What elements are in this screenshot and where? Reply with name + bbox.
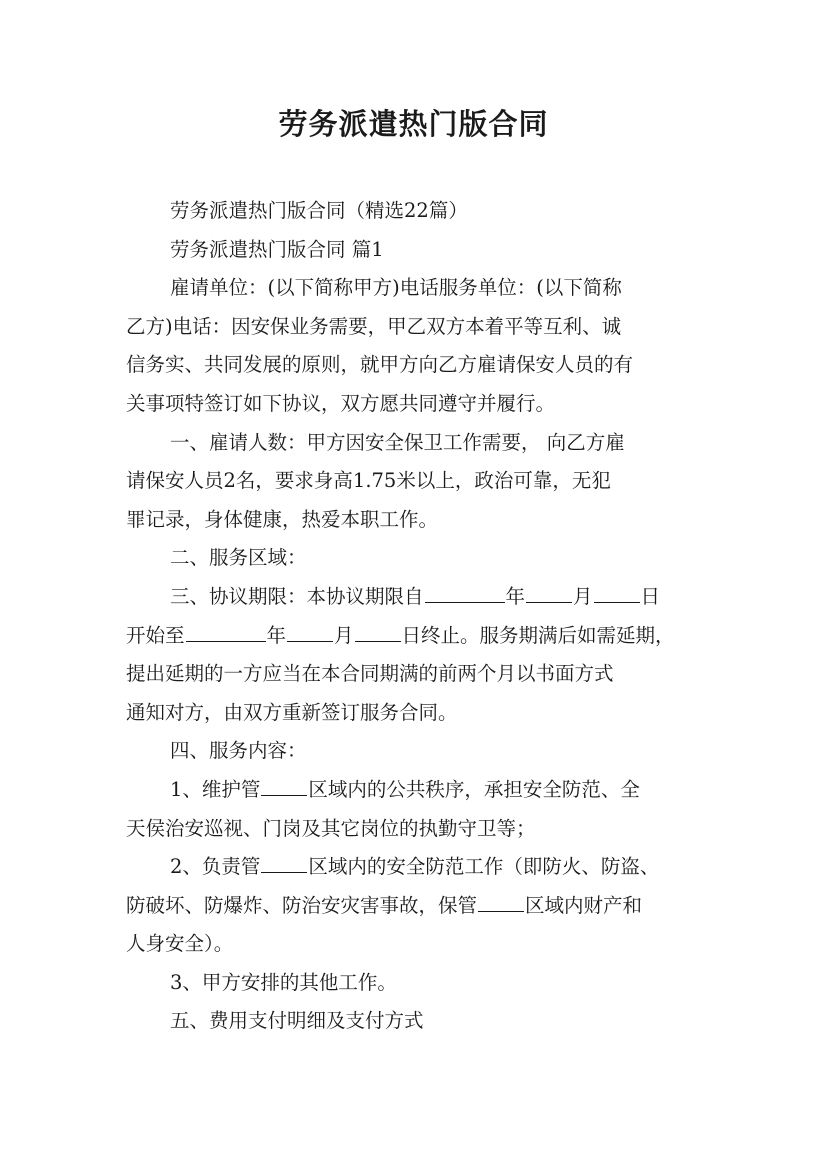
section-heading: 劳务派遣热门版合同 篇1 — [170, 237, 384, 261]
paragraph-line — [126, 887, 716, 926]
fill-blank — [261, 773, 307, 796]
paragraph-line: 通知对方，由双方重新签订服务合同。 — [126, 700, 458, 724]
fill-blank — [425, 580, 505, 603]
text-segment: 2、负责管 — [170, 855, 261, 879]
fill-blank — [261, 850, 307, 873]
fill-blank — [478, 889, 524, 912]
text-segment: 三、协议期限：本协议期限自 — [170, 584, 424, 608]
text-segment: 区域内的安全防范工作（即防火、防盗、 — [308, 855, 660, 879]
paragraph-line: 雇请单位：(以下简称甲方)电话服务单位：(以下简称 — [170, 276, 622, 300]
paragraph-line: 四、服务内容： — [170, 739, 307, 763]
paragraph-line: 请保安人员2名，要求身高1.75米以上，政治可靠，无犯 — [126, 469, 611, 493]
fill-blank — [526, 580, 572, 603]
paragraph-line: 天侯治安巡视、门岗及其它岗位的执勤守卫等； — [126, 816, 536, 840]
document-body — [126, 192, 716, 1041]
document-title: 劳务派遣热门版合同 — [278, 107, 549, 141]
fill-blank — [287, 619, 333, 642]
document-subtitle: 劳务派遣热门版合同（精选22篇） — [170, 199, 468, 222]
paragraph-line: 人身安全）。 — [126, 932, 234, 956]
paragraph-line: 乙方)电话：因安保业务需要，甲乙双方本着平等互利、诚 — [126, 314, 622, 338]
paragraph-line: 一、雇请人数：甲方因安全保卫工作需要， 向乙方雇 — [170, 430, 625, 454]
text-segment: 年 — [266, 623, 287, 647]
paragraph-line — [126, 617, 716, 656]
paragraph-line: 关事项特签订如下协议，双方愿共同遵守并履行。 — [126, 391, 556, 415]
fill-blank — [594, 580, 640, 603]
fill-blank — [186, 619, 266, 642]
text-segment: 区域内财产和 — [525, 893, 643, 917]
paragraph-line: 提出延期的一方应当在本合同期满的前两个月以书面方式 — [126, 662, 614, 686]
paragraph-line: 罪记录，身体健康，热爱本职工作。 — [126, 507, 439, 531]
text-segment: 年 — [505, 584, 526, 608]
text-segment: 日 — [640, 584, 661, 608]
paragraph-line: 信务实、共同发展的原则，就甲方向乙方雇请保安人员的有 — [126, 353, 634, 377]
fill-blank — [355, 619, 401, 642]
paragraph-line — [126, 578, 716, 617]
text-segment: 防破坏、防爆炸、防治安灾害事故，保管 — [126, 893, 478, 917]
text-segment: 月 — [334, 623, 354, 647]
text-segment: 区域内的公共秩序，承担安全防范、全 — [308, 777, 640, 801]
paragraph-line: 二、服务区域： — [170, 546, 307, 570]
text-segment: 1、维护管 — [170, 777, 261, 801]
paragraph-line: 五、费用支付明细及支付方式 — [170, 1009, 424, 1033]
paragraph-line — [126, 848, 716, 887]
paragraph-line: 3、甲方安排的其他工作。 — [170, 970, 397, 994]
paragraph-line — [126, 771, 716, 810]
text-segment: 月 — [573, 584, 593, 608]
text-segment: 开始至 — [126, 623, 185, 647]
text-segment: 日终止。服务期满后如需延期， — [401, 623, 675, 647]
